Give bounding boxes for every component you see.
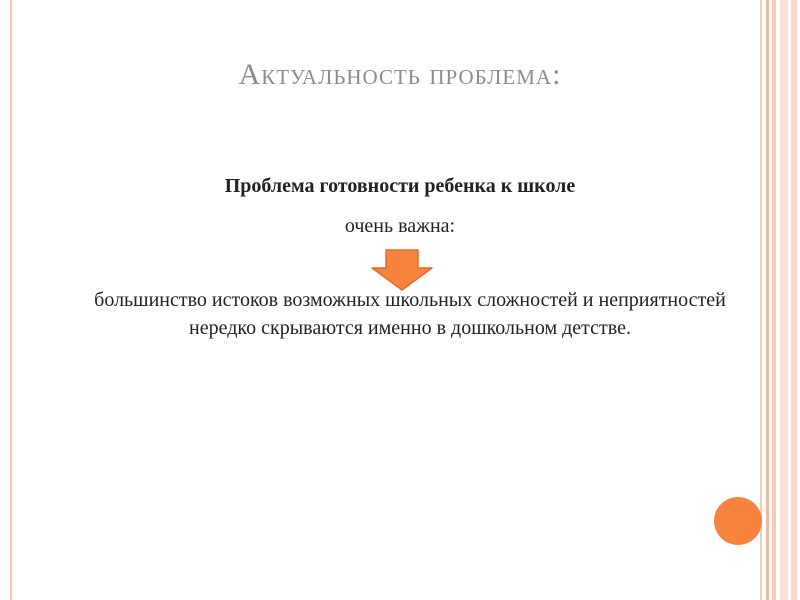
orange-circle-decoration — [714, 497, 762, 545]
slide-body-text: большинство истоков возможных школьных сложностей и неприятностей нередко скрываются именно в дошкольном детстве. — [94, 289, 726, 339]
slide-subtitle: Проблема готовности ребенка к школе — [224, 175, 576, 197]
slide-line-important: очень важна: — [344, 215, 456, 237]
slide-title: Актуальность проблема: — [238, 58, 562, 91]
